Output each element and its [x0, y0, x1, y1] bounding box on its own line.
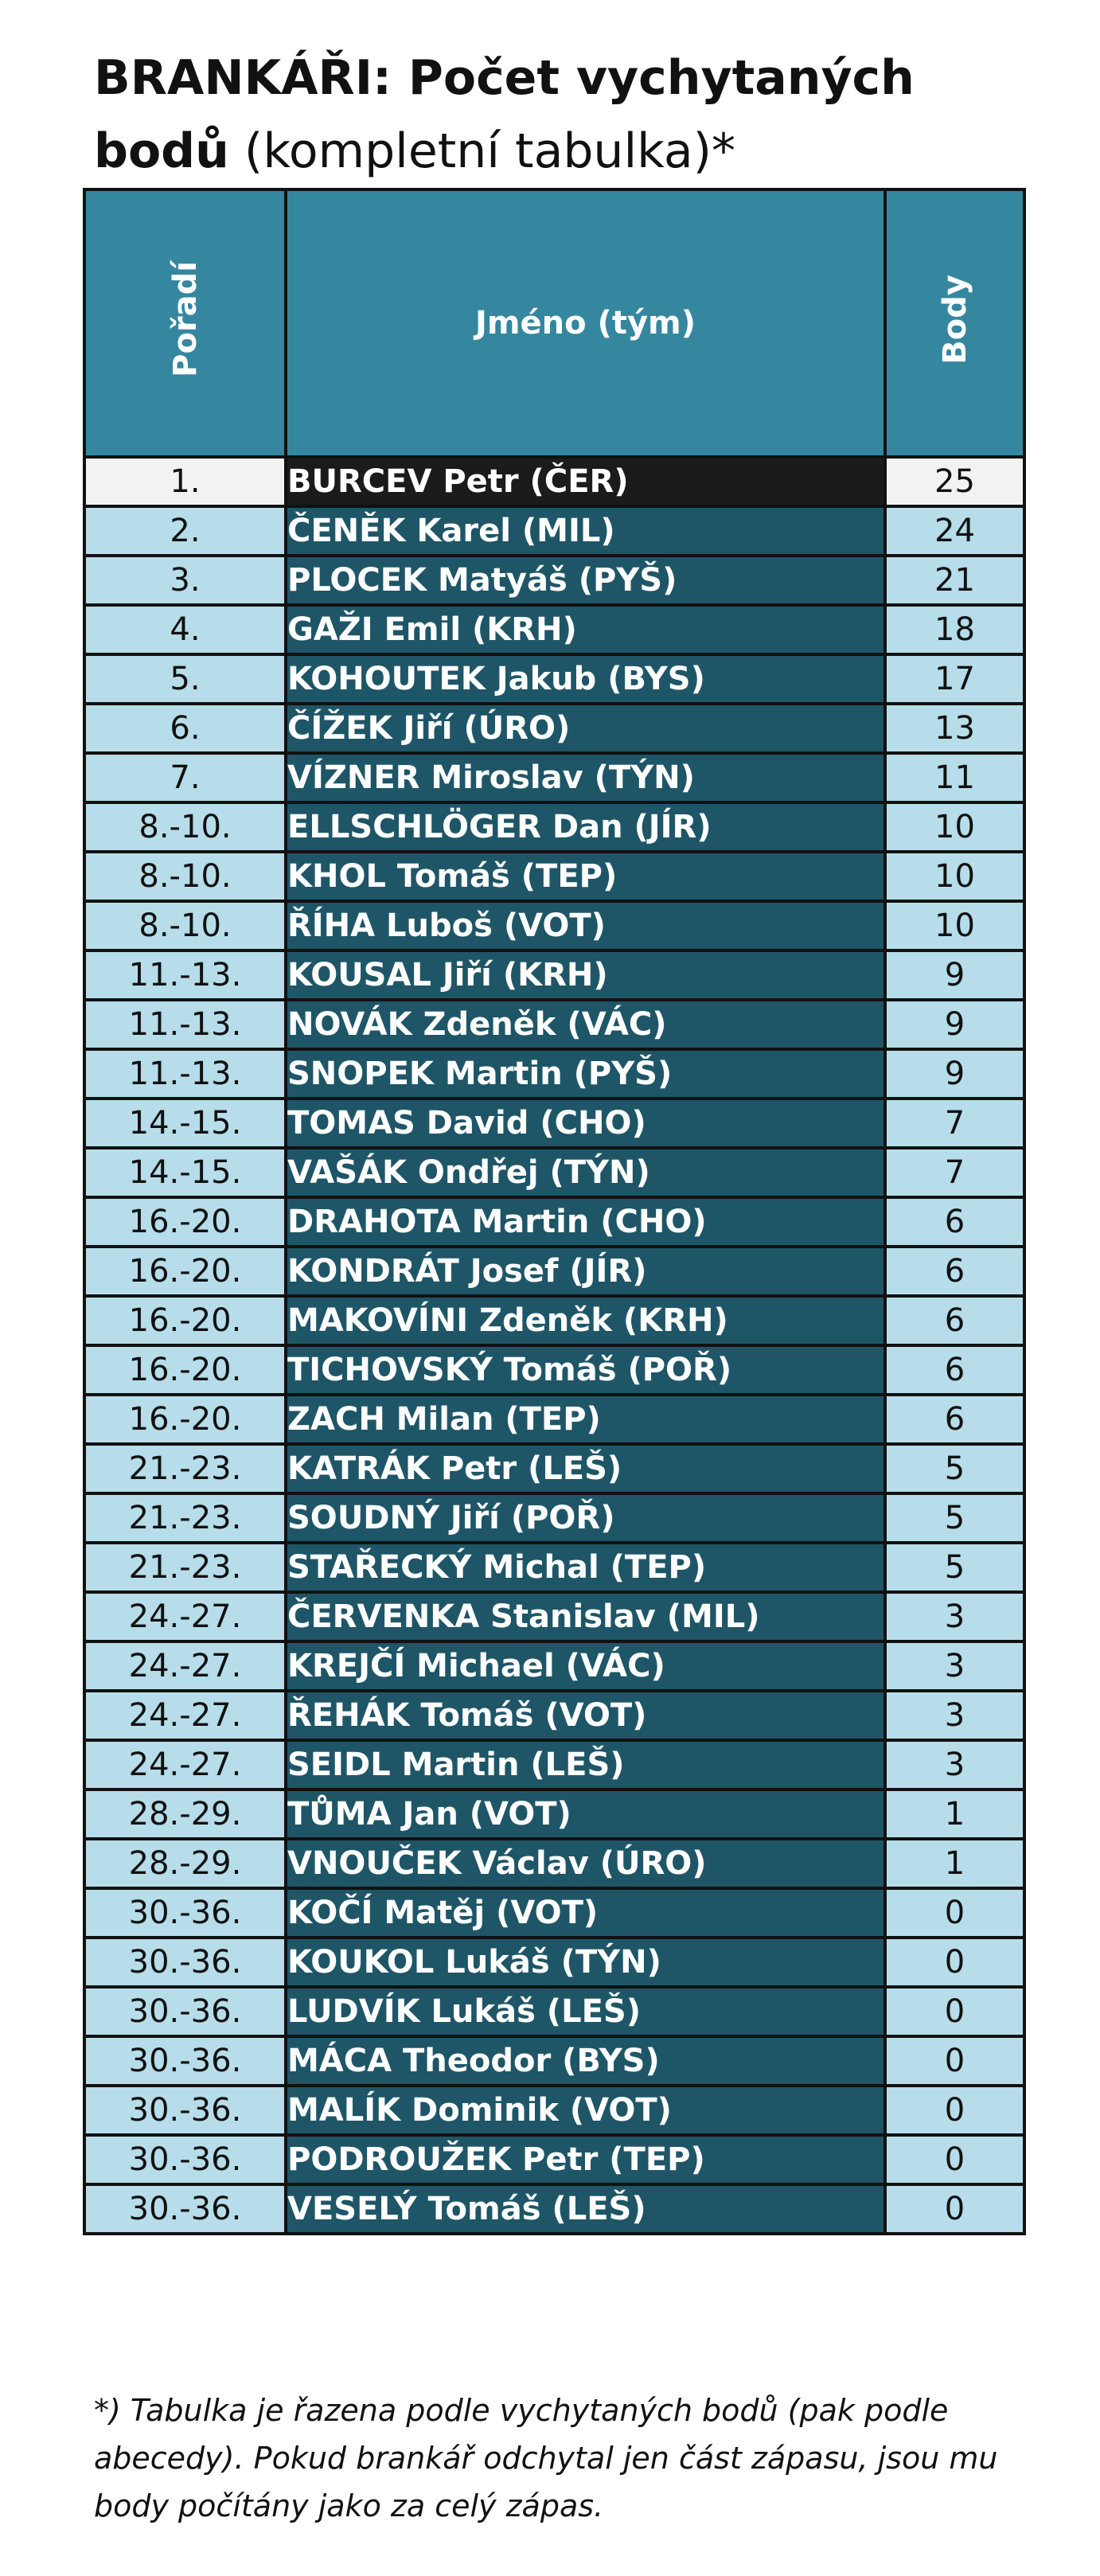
name-cell: KHOL Tomáš (TEP)	[286, 852, 885, 901]
table-row	[84, 605, 1024, 654]
points-cell: 0	[885, 2036, 1024, 2086]
points-cell: 0	[885, 1938, 1024, 1987]
name-cell: NOVÁK Zdeněk (VÁC)	[286, 1000, 885, 1049]
rank-cell: 30.-36.	[84, 2086, 286, 2135]
points-cell: 6	[885, 1197, 1024, 1247]
header-name: Jméno (tým)	[286, 189, 885, 457]
points-cell: 18	[885, 605, 1024, 654]
table-row	[84, 1938, 1024, 1987]
table-row	[84, 1543, 1024, 1592]
rank-cell: 8.-10.	[84, 802, 286, 852]
name-cell: PLOCEK Matyáš (PYŠ)	[286, 556, 885, 605]
table-row	[84, 1000, 1024, 1049]
points-cell: 7	[885, 1148, 1024, 1197]
table-row	[84, 1296, 1024, 1345]
name-cell: VESELÝ Tomáš (LEŠ)	[286, 2184, 885, 2234]
name-cell: TICHOVSKÝ Tomáš (POŘ)	[286, 1345, 885, 1395]
rank-cell: 11.-13.	[84, 1000, 286, 1049]
points-cell: 7	[885, 1099, 1024, 1148]
rank-cell: 28.-29.	[84, 1839, 286, 1888]
rank-cell: 30.-36.	[84, 2135, 286, 2184]
table-row	[84, 2184, 1024, 2234]
points-cell: 11	[885, 753, 1024, 802]
points-cell: 21	[885, 556, 1024, 605]
header-rank-label: Pořadí	[166, 261, 204, 377]
table-row	[84, 457, 1024, 506]
points-cell: 5	[885, 1543, 1024, 1592]
goalies-table	[83, 188, 1026, 2235]
name-cell: BURCEV Petr (ČER)	[286, 457, 885, 506]
points-cell: 6	[885, 1296, 1024, 1345]
name-cell: KREJČÍ Michael (VÁC)	[286, 1641, 885, 1691]
rank-cell: 11.-13.	[84, 1049, 286, 1099]
table-row	[84, 950, 1024, 1000]
rank-cell: 14.-15.	[84, 1099, 286, 1148]
rank-cell: 30.-36.	[84, 2184, 286, 2234]
rank-cell: 16.-20.	[84, 1197, 286, 1247]
rank-cell: 24.-27.	[84, 1592, 286, 1641]
title-sub: (kompletní tabulka)*	[228, 123, 735, 179]
points-cell: 10	[885, 901, 1024, 950]
table-row	[84, 556, 1024, 605]
points-cell: 10	[885, 852, 1024, 901]
name-cell: KATRÁK Petr (LEŠ)	[286, 1444, 885, 1493]
table-row	[84, 1691, 1024, 1740]
name-cell: DRAHOTA Martin (CHO)	[286, 1197, 885, 1247]
table-row	[84, 753, 1024, 802]
page-title	[94, 41, 1033, 188]
rank-cell: 24.-27.	[84, 1641, 286, 1691]
points-cell: 13	[885, 704, 1024, 753]
rank-cell: 2.	[84, 506, 286, 556]
rank-cell: 4.	[84, 605, 286, 654]
table-row	[84, 1197, 1024, 1247]
rank-cell: 6.	[84, 704, 286, 753]
table-row	[84, 654, 1024, 704]
name-cell: ČENĚK Karel (MIL)	[286, 506, 885, 556]
rank-cell: 30.-36.	[84, 1987, 286, 2036]
table-row	[84, 1888, 1024, 1938]
table-row	[84, 704, 1024, 753]
rank-cell: 16.-20.	[84, 1345, 286, 1395]
name-cell: STAŘECKÝ Michal (TEP)	[286, 1543, 885, 1592]
table-row	[84, 1247, 1024, 1296]
name-cell: ČÍŽEK Jiří (ÚRO)	[286, 704, 885, 753]
rank-cell: 8.-10.	[84, 852, 286, 901]
table-row	[84, 852, 1024, 901]
points-cell: 0	[885, 1987, 1024, 2036]
points-cell: 3	[885, 1592, 1024, 1641]
points-cell: 9	[885, 1000, 1024, 1049]
name-cell: KOČÍ Matěj (VOT)	[286, 1888, 885, 1938]
rank-cell: 24.-27.	[84, 1691, 286, 1740]
rank-cell: 3.	[84, 556, 286, 605]
footnote: *) Tabulka je řazena podle vychytaných bodů (pak podle abecedy). Pokud brankář odchytal jen část zápasu, jsou mu body počítány jako za celý zápas.	[94, 2393, 998, 2523]
name-cell: KONDRÁT Josef (JÍR)	[286, 1247, 885, 1296]
table-body	[84, 457, 1024, 2234]
name-cell: GAŽI Emil (KRH)	[286, 605, 885, 654]
rank-cell: 8.-10.	[84, 901, 286, 950]
points-cell: 3	[885, 1691, 1024, 1740]
rank-cell: 11.-13.	[84, 950, 286, 1000]
rank-cell: 5.	[84, 654, 286, 704]
table-row	[84, 1592, 1024, 1641]
rank-cell: 30.-36.	[84, 1938, 286, 1987]
name-cell: TŮMA Jan (VOT)	[286, 1790, 885, 1839]
points-cell: 3	[885, 1740, 1024, 1790]
name-cell: MAKOVÍNI Zdeněk (KRH)	[286, 1296, 885, 1345]
points-cell: 3	[885, 1641, 1024, 1691]
name-cell: SOUDNÝ Jiří (POŘ)	[286, 1493, 885, 1543]
points-cell: 6	[885, 1345, 1024, 1395]
header-points	[885, 189, 1024, 457]
name-cell: KOHOUTEK Jakub (BYS)	[286, 654, 885, 704]
table-row	[84, 2135, 1024, 2184]
name-cell: SNOPEK Martin (PYŠ)	[286, 1049, 885, 1099]
name-cell: SEIDL Martin (LEŠ)	[286, 1740, 885, 1790]
rank-cell: 7.	[84, 753, 286, 802]
name-cell: ČERVENKA Stanislav (MIL)	[286, 1592, 885, 1641]
name-cell: PODROUŽEK Petr (TEP)	[286, 2135, 885, 2184]
points-cell: 9	[885, 950, 1024, 1000]
points-cell: 5	[885, 1444, 1024, 1493]
points-cell: 0	[885, 2184, 1024, 2234]
name-cell: ŘÍHA Luboš (VOT)	[286, 901, 885, 950]
rank-cell: 24.-27.	[84, 1740, 286, 1790]
points-cell: 0	[885, 2135, 1024, 2184]
name-cell: ELLSCHLÖGER Dan (JÍR)	[286, 802, 885, 852]
table-row	[84, 2036, 1024, 2086]
rank-cell: 16.-20.	[84, 1247, 286, 1296]
header-rank	[84, 189, 286, 457]
points-cell: 6	[885, 1247, 1024, 1296]
table-header-row	[84, 189, 1024, 457]
points-cell: 0	[885, 2086, 1024, 2135]
title-main: BRANKÁŘI: Počet vychytaných bodů	[94, 50, 915, 179]
table-row	[84, 1790, 1024, 1839]
points-cell: 0	[885, 1888, 1024, 1938]
points-cell: 1	[885, 1790, 1024, 1839]
table-row	[84, 901, 1024, 950]
table-row	[84, 1049, 1024, 1099]
name-cell: KOUKOL Lukáš (TÝN)	[286, 1938, 885, 1987]
rank-cell: 28.-29.	[84, 1790, 286, 1839]
name-cell: TOMAS David (CHO)	[286, 1099, 885, 1148]
name-cell: VNOUČEK Václav (ÚRO)	[286, 1839, 885, 1888]
name-cell: VAŠÁK Ondřej (TÝN)	[286, 1148, 885, 1197]
table-row	[84, 1099, 1024, 1148]
name-cell: ZACH Milan (TEP)	[286, 1395, 885, 1444]
name-cell: MÁCA Theodor (BYS)	[286, 2036, 885, 2086]
points-cell: 1	[885, 1839, 1024, 1888]
header-points-label: Body	[936, 274, 973, 365]
table-row	[84, 1740, 1024, 1790]
rank-cell: 21.-23.	[84, 1493, 286, 1543]
points-cell: 6	[885, 1395, 1024, 1444]
table-row	[84, 1493, 1024, 1543]
name-cell: LUDVÍK Lukáš (LEŠ)	[286, 1987, 885, 2036]
rank-cell: 21.-23.	[84, 1444, 286, 1493]
name-cell: MALÍK Dominik (VOT)	[286, 2086, 885, 2135]
table-row	[84, 1444, 1024, 1493]
rank-cell: 1.	[84, 457, 286, 506]
points-cell: 5	[885, 1493, 1024, 1543]
name-cell: KOUSAL Jiří (KRH)	[286, 950, 885, 1000]
table-row	[84, 2086, 1024, 2135]
rank-cell: 16.-20.	[84, 1395, 286, 1444]
table-row	[84, 1839, 1024, 1888]
table-row	[84, 506, 1024, 556]
points-cell: 10	[885, 802, 1024, 852]
rank-cell: 30.-36.	[84, 1888, 286, 1938]
points-cell: 24	[885, 506, 1024, 556]
points-cell: 9	[885, 1049, 1024, 1099]
points-cell: 25	[885, 457, 1024, 506]
rank-cell: 21.-23.	[84, 1543, 286, 1592]
rank-cell: 30.-36.	[84, 2036, 286, 2086]
points-cell: 17	[885, 654, 1024, 704]
rank-cell: 14.-15.	[84, 1148, 286, 1197]
name-cell: VÍZNER Miroslav (TÝN)	[286, 753, 885, 802]
table-row	[84, 802, 1024, 852]
table-row	[84, 1641, 1024, 1691]
table-row	[84, 1987, 1024, 2036]
rank-cell: 16.-20.	[84, 1296, 286, 1345]
name-cell: ŘEHÁK Tomáš (VOT)	[286, 1691, 885, 1740]
table-row	[84, 1148, 1024, 1197]
table-row	[84, 1345, 1024, 1395]
table-row	[84, 1395, 1024, 1444]
